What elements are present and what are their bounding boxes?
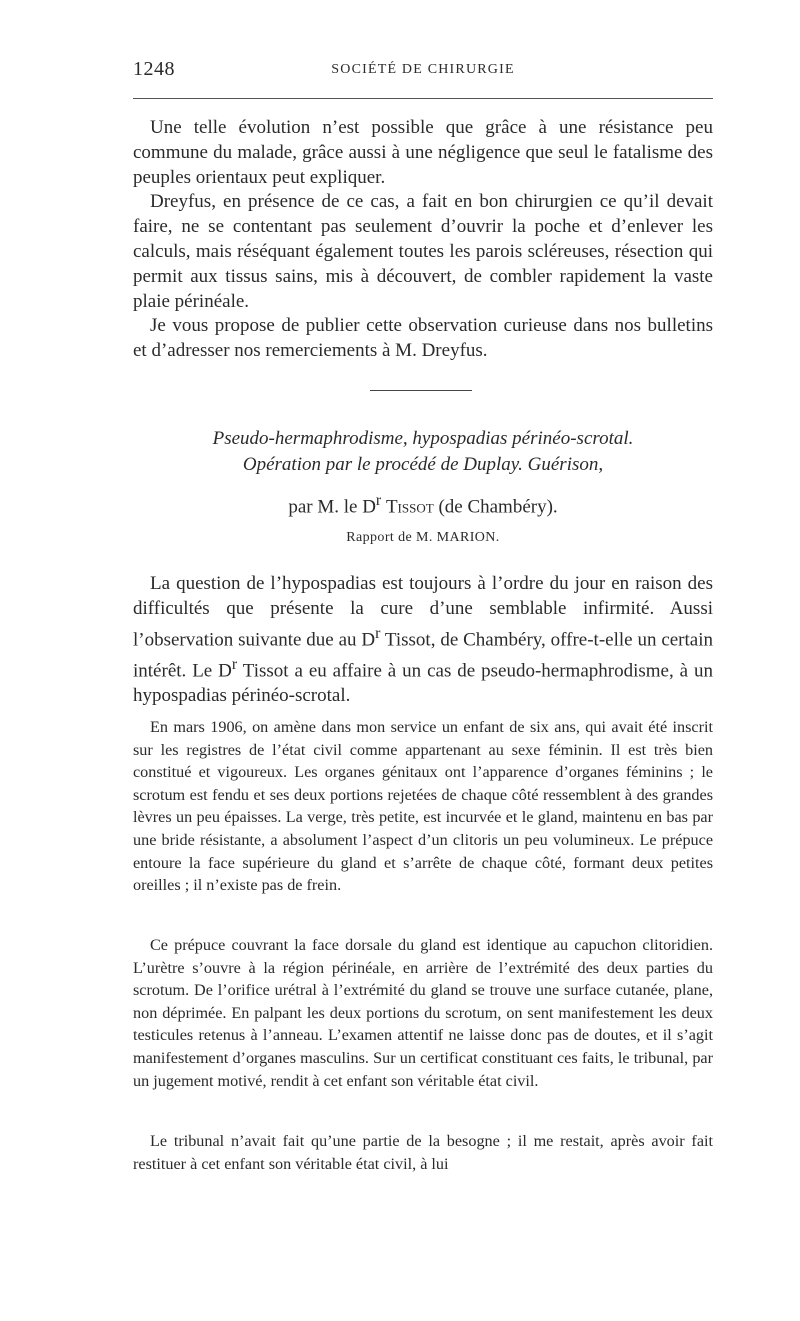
paragraph-intro: La question de l’hypospadias est toujours à l’ordre du jour en raison des difficultés que présente la cure d’une semblable infirmité. Aussi l’observation suivante due au $D^r$ Tissot, de Chambéry, offre-t-elle un certain intérêt. Le $D^r$ Tissot a eu affaire à un cas de pseudo-hermaphrodisme, à un hypospadias périnéo-scrotal. bbox=[133, 573, 713, 707]
paragraph-evolution: Une telle évolution n’est possible que grâce à une résistance peu commune du malade, grâce aussi à une négligence que seul le fatalisme des peuples orientaux peut expliquer. bbox=[133, 117, 713, 188]
page-header bbox=[133, 58, 713, 88]
section-separator bbox=[370, 390, 472, 391]
paragraph-observation-2: Ce prépuce couvrant la face dorsale du gland est identique au capuchon clitoridien. L’urètre s’ouvre à la région périnéale, en arrière de l’extrémité des deux parties du scrotum. De l’orifice urétral à l’extrémité du gland se trouve une surface cutanée, plane, non déprimée. En palpant les deux portions du scrotum, on sent manifestement les deux testicules retenus à l’anneau. L’examen attentif ne laisse donc pas de doutes, et il s’agit manifestement d’organes masculins. Sur un certificat constituant ces faits, le tribunal, par un jugement motivé, rendit à cet enfant son véritable état civil. bbox=[133, 936, 713, 1090]
article-byline: par M. le $D^r$ Tissot (de Chambéry). bbox=[288, 492, 558, 518]
paragraph-observation-1: En mars 1906, on amène dans mon service un enfant de six ans, qui avait été inscrit sur les registres de l’état civil comme appartenant au sexe féminin. Il est très bien constitué et vigoureux. Les organes génitaux ont l’apparence d’organes féminins ; le scrotum est fendu et ses deux portions rejetées de chaque côté ressemblent à des grandes lèvres un peu épaisses. La verge, très petite, est incurvée et le gland, maintenu en bas par une bride résistante, a absolument l’aspect d’un clitoris un peu volumineux. Le prépuce entoure la face supérieure du gland et s’arrête de chaque côté, formant deux petites oreilles ; il n’existe pas de frein. bbox=[133, 718, 713, 895]
rapport-line: Rapport de M. MARION. bbox=[346, 530, 500, 545]
article-title-line-2: Opération par le procédé de Duplay. Guérison, bbox=[242, 454, 604, 475]
article-title-line-1: Pseudo-hermaphrodisme, hypospadias périnéo-scrotal. bbox=[212, 428, 634, 449]
paragraph-proposal: Je vous propose de publier cette observation curieuse dans nos bulletins et d’adresser nos remerciements à M. Dreyfus. bbox=[133, 315, 713, 361]
author-name: Tissot bbox=[385, 496, 434, 518]
running-title: SOCIÉTÉ DE CHIRURGIE bbox=[331, 62, 515, 77]
paragraph-dreyfus: Dreyfus, en présence de ce cas, a fait en bon chirurgien ce qu’il devait faire, ne se contentant pas seulement d’ouvrir la poche et d’enlever les calculs, mais réséquant également toutes les parois scléreuses, résection qui permit aux tissus sains, mis à découvert, de combler rapidement la vaste plaie périnéale. bbox=[133, 191, 713, 312]
header-rule bbox=[133, 98, 713, 99]
page-number: 1248 bbox=[133, 58, 175, 80]
paragraph-observation-3: Le tribunal n’avait fait qu’une partie de la besogne ; il me restait, après avoir fait restituer à cet enfant son véritable état civil, à lui bbox=[133, 1132, 713, 1173]
